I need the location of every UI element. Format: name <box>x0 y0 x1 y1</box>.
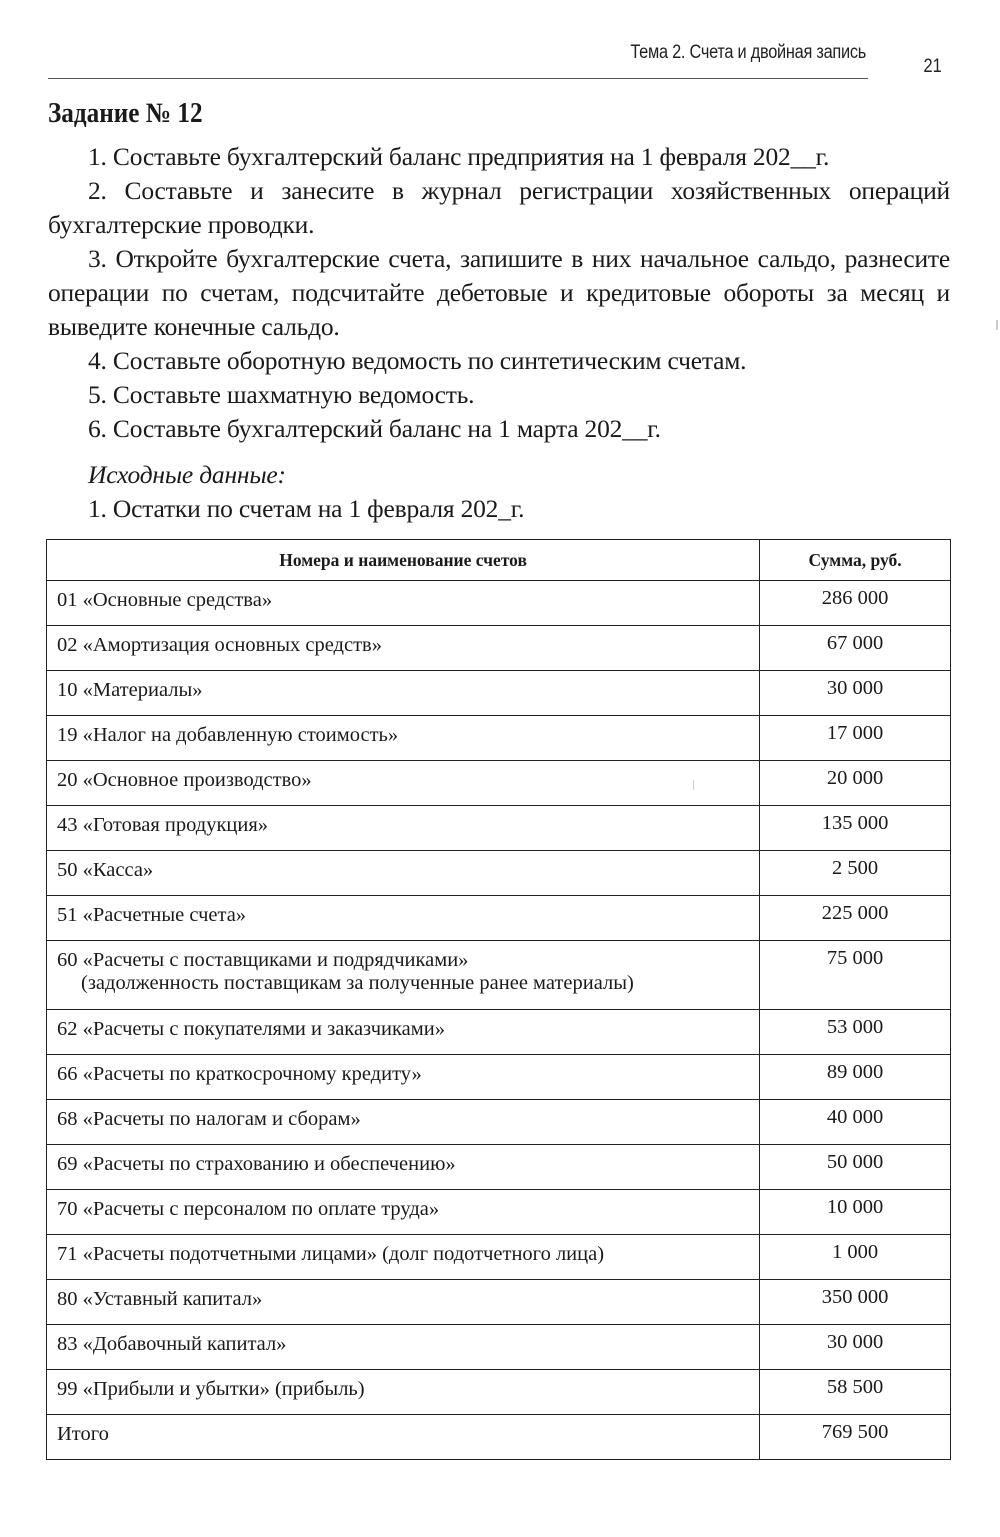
instruction-6: 6. Составьте бухгалтерский баланс на 1 марта 202__г. <box>88 414 661 443</box>
account-name: 68 «Расчеты по налогам и сборам» <box>47 1100 760 1145</box>
account-amount: 135 000 <box>760 806 951 851</box>
account-amount: 20 000 <box>760 761 951 806</box>
instruction-1: 1. Составьте бухгалтерский баланс предприятия на 1 февраля 202__г. <box>88 142 830 171</box>
account-name-cell <box>47 941 760 1010</box>
account-name: 60 «Расчеты с поставщиками и подрядчиками» <box>57 949 469 971</box>
account-amount: 30 000 <box>760 1325 951 1370</box>
account-amount: 286 000 <box>760 581 951 626</box>
instruction-2: 2. Составьте и занесите в журнал регистрации хозяйственных операций бухгалтерские проводки. <box>48 176 950 239</box>
table-row <box>47 626 951 671</box>
account-balances-table <box>46 539 951 1460</box>
account-amount: 67 000 <box>760 626 951 671</box>
column-header-amount: Сумма, руб. <box>760 540 951 581</box>
account-amount: 40 000 <box>760 1100 951 1145</box>
account-amount: 75 000 <box>760 941 951 1010</box>
table-row <box>47 1370 951 1415</box>
instruction-5: 5. Составьте шахматную ведомость. <box>88 380 475 409</box>
table-row <box>47 761 951 806</box>
account-name: 70 «Расчеты с персоналом по оплате труда» <box>47 1190 760 1235</box>
account-note: (задолженность поставщикам за полученные ранее материалы) <box>81 972 634 994</box>
account-name: 50 «Касса» <box>47 851 760 896</box>
table-row <box>47 1325 951 1370</box>
account-amount: 30 000 <box>760 671 951 716</box>
table-header-row <box>47 540 951 581</box>
table-row <box>47 1190 951 1235</box>
account-name: 51 «Расчетные счета» <box>47 896 760 941</box>
table-row <box>47 671 951 716</box>
account-name: 62 «Расчеты с покупателями и заказчиками» <box>47 1010 760 1055</box>
table-row <box>47 896 951 941</box>
account-name: 19 «Налог на добавленную стоимость» <box>47 716 760 761</box>
total-label: Итого <box>47 1415 760 1460</box>
account-amount: 17 000 <box>760 716 951 761</box>
table-total-row <box>47 1415 951 1460</box>
running-header <box>48 38 868 79</box>
table-row <box>47 1055 951 1100</box>
account-amount: 58 500 <box>760 1370 951 1415</box>
account-name: 69 «Расчеты по страхованию и обеспечению» <box>47 1145 760 1190</box>
source-data-label: Исходные данные: <box>88 460 286 489</box>
account-name: 01 «Основные средства» <box>47 581 760 626</box>
account-name: 71 «Расчеты подотчетными лицами» (долг подотчетного лица) <box>47 1235 760 1280</box>
account-amount: 50 000 <box>760 1145 951 1190</box>
table-row <box>47 1280 951 1325</box>
instruction-4: 4. Составьте оборотную ведомость по синтетическим счетам. <box>88 346 747 375</box>
task-instructions <box>48 140 950 526</box>
account-name: 10 «Материалы» <box>47 671 760 716</box>
table-row <box>47 851 951 896</box>
table-row <box>47 716 951 761</box>
account-amount: 2 500 <box>760 851 951 896</box>
table-row <box>47 581 951 626</box>
account-name: 80 «Уставный капитал» <box>47 1280 760 1325</box>
table-row <box>47 941 951 1010</box>
total-amount: 769 500 <box>760 1415 951 1460</box>
account-name: 43 «Готовая продукция» <box>47 806 760 851</box>
account-amount: 10 000 <box>760 1190 951 1235</box>
account-amount: 53 000 <box>760 1010 951 1055</box>
table-row <box>47 806 951 851</box>
source-data-item: 1. Остатки по счетам на 1 февраля 202_г. <box>88 494 525 523</box>
account-name: 20 «Основное производство» <box>47 761 760 806</box>
column-header-account: Номера и наименование счетов <box>47 540 760 581</box>
table-row <box>47 1235 951 1280</box>
account-name: 66 «Расчеты по краткосрочному кредиту» <box>47 1055 760 1100</box>
instruction-3: 3. Откройте бухгалтерские счета, запишите в них начальное сальдо, разнесите операции по счетам, подсчитайте дебетовые и кредитовые обороты за месяц и выведите конечные сальдо. <box>48 244 950 341</box>
account-name: 99 «Прибыли и убытки» (прибыль) <box>47 1370 760 1415</box>
table-row <box>47 1010 951 1055</box>
scan-edge-mark <box>996 320 998 330</box>
account-amount: 1 000 <box>760 1235 951 1280</box>
account-amount: 89 000 <box>760 1055 951 1100</box>
table-row <box>47 1145 951 1190</box>
task-title: Задание № 12 <box>48 98 203 129</box>
account-amount: 350 000 <box>760 1280 951 1325</box>
table-row <box>47 1100 951 1145</box>
scan-artifact <box>693 780 694 790</box>
page-number: 21 <box>923 56 942 77</box>
chapter-title: Тема 2. Счета и двойная запись <box>630 42 866 63</box>
account-name: 02 «Амортизация основных средств» <box>47 626 760 671</box>
account-name: 83 «Добавочный капитал» <box>47 1325 760 1370</box>
account-amount: 225 000 <box>760 896 951 941</box>
